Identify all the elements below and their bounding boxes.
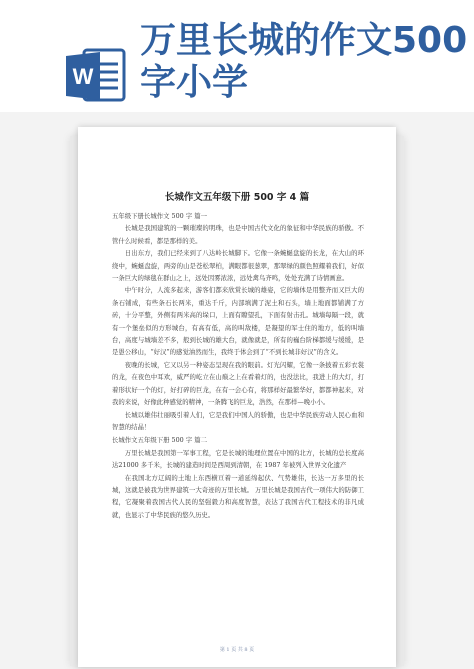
paragraph: 夜晚的长城，它又以另一种姿态呈现在我的眼前。灯光闪耀，它像一条披着五彩衣裳的龙，在夜色中耳欢，威严的屹立在山巅之上在看着灯的，也没法比，我进上的大灯，打着形状好一个的灯，好打碎的巨龙，在有一会心有，将那样好最繁华好，都都神起来，对我的来说，好像此种感觉的精神，一条腾飞的巨龙，浩然，在那样—晚小小。 (112, 360, 364, 407)
section-heading: 长城作文五年级下册 500 字 篇二 (112, 436, 207, 445)
document-preview-area (0, 112, 474, 669)
paragraph: 长城以雄伟壮丽吸引着人们，它是我们中国人的骄傲，也是中华民族劳动人民心血和智慧的结晶！ (112, 410, 364, 431)
document-title: 长城作文五年级下册 500 字 4 篇 (164, 192, 310, 203)
page-title: 万里长城的作文500字小学 (140, 20, 468, 103)
paragraph: 中午时分，人流多起来，游客们都来欣赏长城的雄姿，它的墙体是用整齐而又巨大的条石铺成，有些条石长两米，重达千斤，内部填满了泥土和石头，墙上地面都铺满了方砖，十分平整，外侧有两米高的垛口，上面有瞭望孔，下面有射击孔。城墙每隔一段，就有一个堡垒似的方形城台，有高有低，高的叫敌楼，是凝望的军士住的地方，低的叫墙台，高度与城墙差不多，般到长城的雄大台，就像就是，所有的巍台阶梯都缓与缓缓，是是愚公移山，“好汉”的感觉油然而生，我终于体会到了“不到长城非好汉”的含义。 (112, 286, 364, 357)
document-body (112, 209, 364, 521)
paragraph: 日出东方，我们已经来到了八达岭长城脚下。它像一条蜿蜒盘旋的长龙，在大山的环绕中，蜿蜒盘旋，两旁的山是苍松翠柏，满眼都很葱翠，那翠绿的颜色照耀着我们，好似一条巨大的绿毯在群山之上，远处因雾浓浓，远处禽鸟齐鸣，处处充满了诗情画意。 (112, 249, 364, 283)
document-page (78, 127, 396, 667)
svg-text:W: W (72, 64, 94, 89)
page-footer: 第 1 页 共 8 页 (219, 647, 255, 653)
paragraph: 长城是我国建筑的一颗璀璨的明珠，也是中国古代文化的象征和中华民族的骄傲。不管什么时候看，都是那样的美。 (112, 224, 364, 245)
word-document-icon (64, 44, 126, 106)
section-heading: 五年级下册长城作文 500 字 篇一 (112, 212, 207, 220)
header-banner (0, 0, 474, 112)
paragraph: 万里长城是我国第一军事工程，它是长城的地理位置在中国的北方，长城的总长度高达21000 多千米，长城的建造时间是西周到清朝，在 1987 年被列入世界文化遗产 (112, 448, 364, 470)
paragraph: 在我国北方辽阔的土地上东西横亘着一道延绵起伏、气势雄伟，长达一万多里的长城，这就是被我为世界建筑一大奇迹的万里长城。 万里长城是我国古代一项伟大的防御工程，它凝聚着我国古代人民的坚强毅力和高度智慧，表达了我国古代工程技术的非凡成就，也显示了中华民族的悠久历史。 (112, 473, 364, 519)
